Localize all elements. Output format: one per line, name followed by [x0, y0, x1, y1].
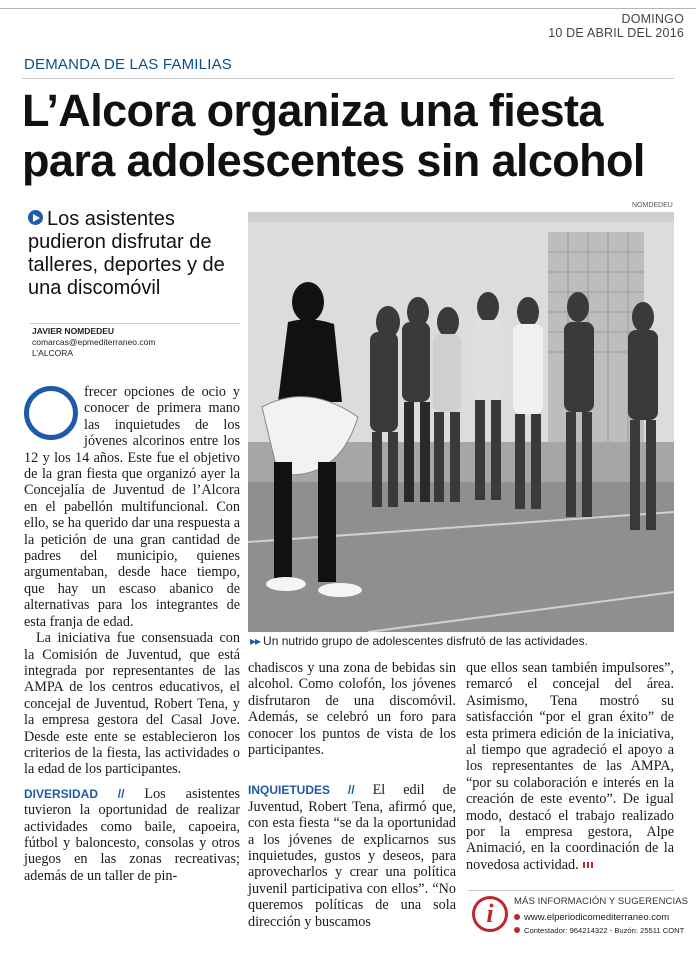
article-photo — [248, 212, 674, 632]
bullet-icon-2 — [514, 927, 520, 933]
paragraph-4-end-text: que ellos sean también impulsores”, remarcó el concejal del área. Asimismo, Tena mostró su satisfacción “por el gran éxito” de esta primera edición de la iniciativa, al tiempo que agradeció el apoyo a los representantes de las AMPA, “por su colaboración e interés en la creación de este evento”. De igual modo, destacó el trabajo realizado por la empresa gestora, Alpe Animació, en la coordinación de la novedosa actividad. — [466, 660, 674, 873]
photo-credit: NOMDEDEU — [632, 202, 673, 209]
issue-date-text: 10 DE ABRIL DEL 2016 — [548, 26, 684, 40]
column-1 — [24, 384, 240, 884]
issue-date — [548, 12, 684, 40]
photo-illustration — [248, 212, 674, 632]
byline — [32, 326, 155, 359]
subhead-inquietudes: INQUIETUDES // — [248, 783, 355, 798]
phone-text: Contestador: 964214322 - Buzón: 25511 CONT — [524, 926, 685, 935]
paragraph-4-continued — [466, 660, 674, 873]
paragraph-4-text: El edil de Juventud, Robert Tena, afirmó que, con esta fiesta “se da la oportunidad a los jóvenes de explicarnos sus inquietudes, gustos y deseos, para aprovecharlos y crear una política juvenil participativa con ellos”. “No queremos políticas de una sola dirección y buscamos — [248, 782, 456, 930]
paragraph-3-continued: chadiscos y una zona de bebidas sin alcohol. Como colofón, los jóvenes disfrutaron de una discomóvil. Además, se celebró un foro para conocer los puntos de vista de los participantes. — [248, 660, 456, 759]
deck — [28, 208, 240, 300]
end-mark-icon — [583, 862, 595, 868]
paragraph-1: frecer opciones de ocio y conocer de primera mano las inquietudes de los jóvenes alcorinos entre los 12 y los 14 años. Este fue el objetivo de la gran fiesta que organizó ayer la Concejalía de Juventud de l’Alcora en el pabellón multifuncional. Con ello, se ha querido dar una respuesta a la petición de una gran cantidad de padres del municipio, quienes argumentaban, desde hace tiempo, que hay un escaso abanico de alternativas para los integrantes de esta franja de edad. — [24, 384, 240, 630]
caption-text: Un nutrido grupo de adolescentes disfrutó de las actividades. — [263, 634, 588, 648]
info-icon: i — [472, 896, 508, 932]
section-label: DEMANDA DE LAS FAMILIAS — [24, 56, 232, 73]
deck-text: Los asistentes pudieron disfrutar de talleres, deportes y de una discomóvil — [28, 208, 225, 299]
bullet-icon — [514, 914, 520, 920]
website-text: www.elperiodicomediterraneo.com — [524, 912, 670, 923]
issue-day: DOMINGO — [621, 12, 684, 26]
paragraph-2: La iniciativa fue consensuada con la Comisión de Juventud, que está integrada por representantes de las AMPA de los centros educativos, el concejal de Juventud, Robert Tena, y la empresa gestora del Casal Jove. Desde este ente se establecieron los criterios de la fiesta, las actividades o la edad de los participantes. — [24, 630, 240, 778]
caption-arrow-icon: ▸▸ — [250, 634, 261, 648]
info-website[interactable] — [514, 912, 669, 923]
play-bullet-icon — [28, 210, 43, 225]
author-divider — [30, 323, 240, 324]
column-3 — [466, 660, 674, 873]
column-2 — [248, 660, 456, 930]
top-rule — [0, 8, 696, 9]
author-name: JAVIER NOMDEDEU — [32, 326, 115, 336]
author-location: L’ALCORA — [32, 348, 74, 358]
photo-caption — [250, 634, 588, 648]
paragraph-3-text: Los asistentes tuvieron la oportunidad de realizar actividades como baile, capoeira, fútbol y baloncesto, consolas y otros juegos en las zonas recreativas; además de un taller de pin- — [24, 785, 241, 884]
author-email: comarcas@epmediterraneo.com — [32, 337, 156, 347]
info-phone — [514, 926, 684, 935]
subhead-diversidad: DIVERSIDAD // — [24, 786, 125, 801]
info-divider — [468, 890, 674, 891]
section-divider — [22, 78, 674, 79]
dropcap-o — [24, 386, 78, 440]
paragraph-3-start — [24, 786, 240, 884]
info-title: MÁS INFORMACIÓN Y SUGERENCIAS — [514, 896, 689, 907]
headline: L’Alcora organiza una fiesta para adolescentes sin alcohol — [22, 85, 645, 186]
paragraph-4-start — [248, 782, 456, 930]
